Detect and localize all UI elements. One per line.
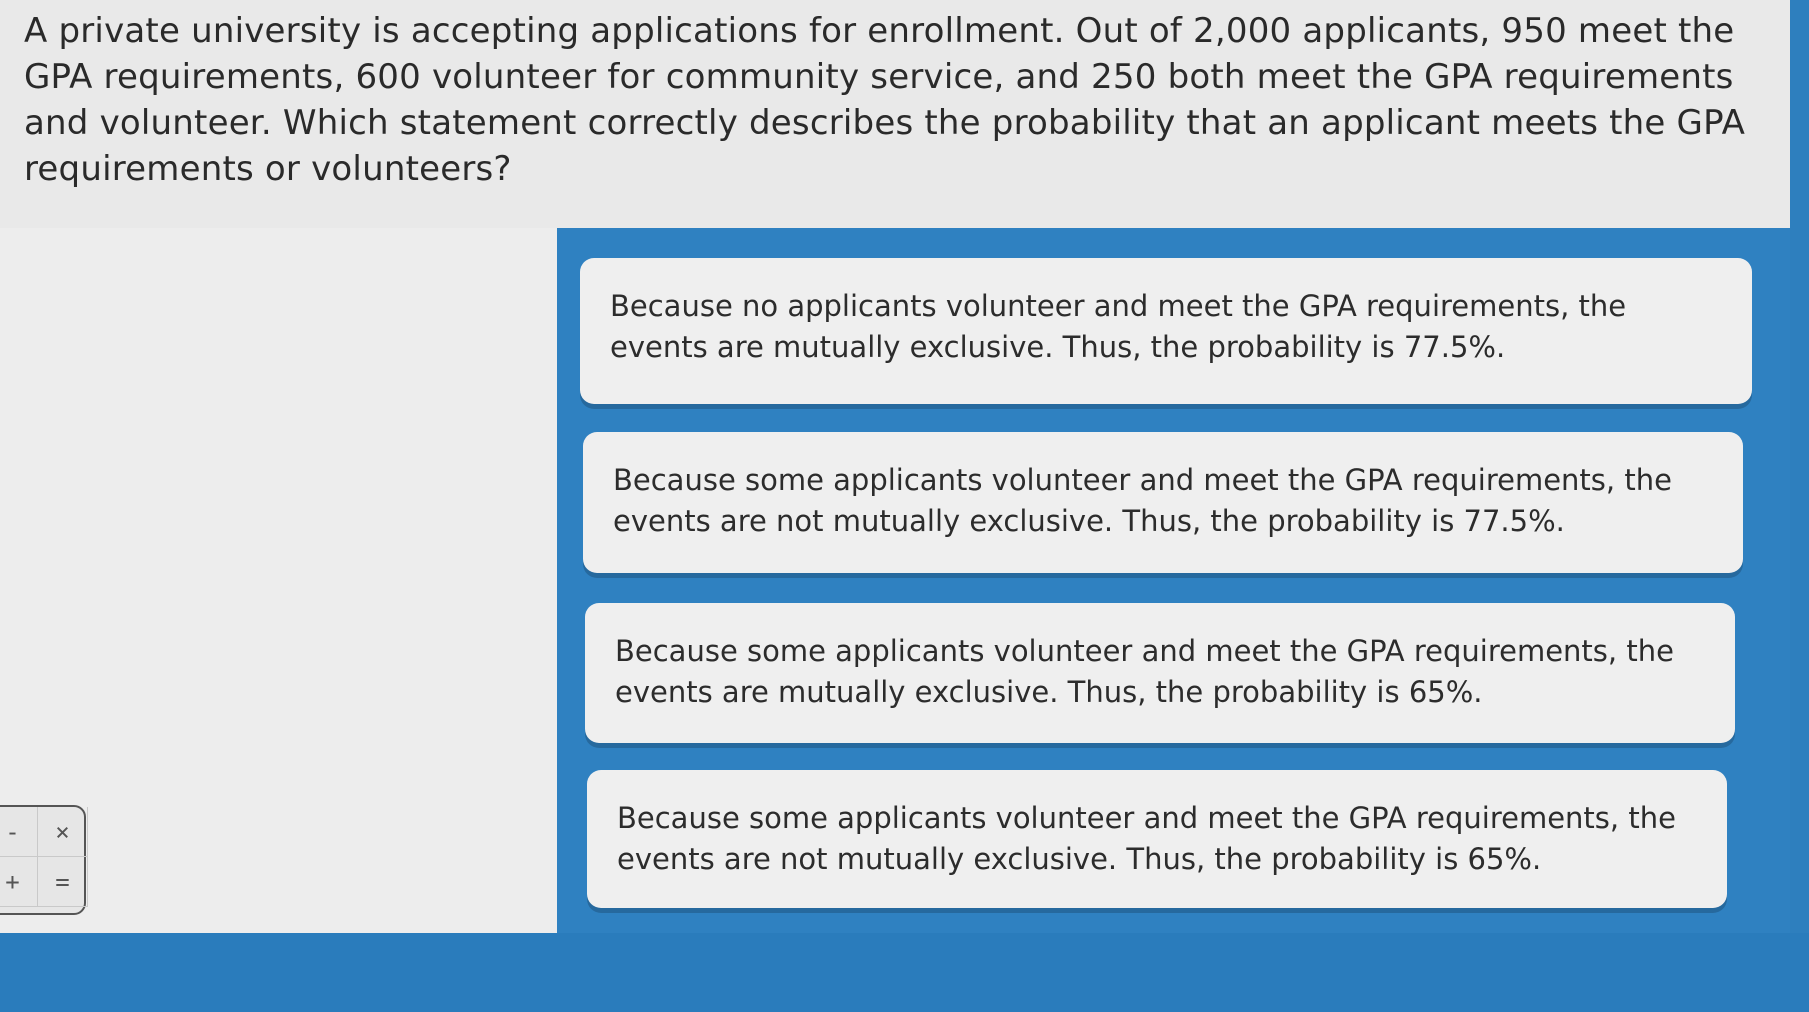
minus-icon: - — [0, 807, 38, 857]
right-edge — [1790, 0, 1809, 933]
answer-option-c[interactable]: Because some applicants volunteer and meet the GPA requirements, the events are mutually exclusive. Thus, the probability is 65%. — [585, 603, 1735, 743]
bottom-bar — [0, 933, 1809, 1012]
answer-option-d[interactable]: Because some applicants volunteer and meet the GPA requirements, the events are not mutually exclusive. Thus, the probability is 65%. — [587, 770, 1727, 908]
answer-option-a[interactable]: Because no applicants volunteer and meet the GPA requirements, the events are mutually exclusive. Thus, the probability is 77.5%. — [580, 258, 1752, 404]
question-text: A private university is accepting applications for enrollment. Out of 2,000 applicants, 950 meet the GPA requirements, 600 volunteer for community service, and 250 both meet the GPA requirements and volunteer. Which statement correctly describes the probability that an applicant meets the GPA requirements or volunteers? — [24, 11, 1746, 189]
answer-option-b[interactable]: Because some applicants volunteer and meet the GPA requirements, the events are not mutually exclusive. Thus, the probability is 77.5%. — [583, 432, 1743, 573]
plus-icon: + — [0, 857, 38, 907]
multiply-icon: × — [38, 807, 88, 857]
question-panel — [0, 0, 1790, 228]
equals-icon: = — [38, 857, 88, 907]
calculator-button[interactable] — [0, 805, 86, 915]
